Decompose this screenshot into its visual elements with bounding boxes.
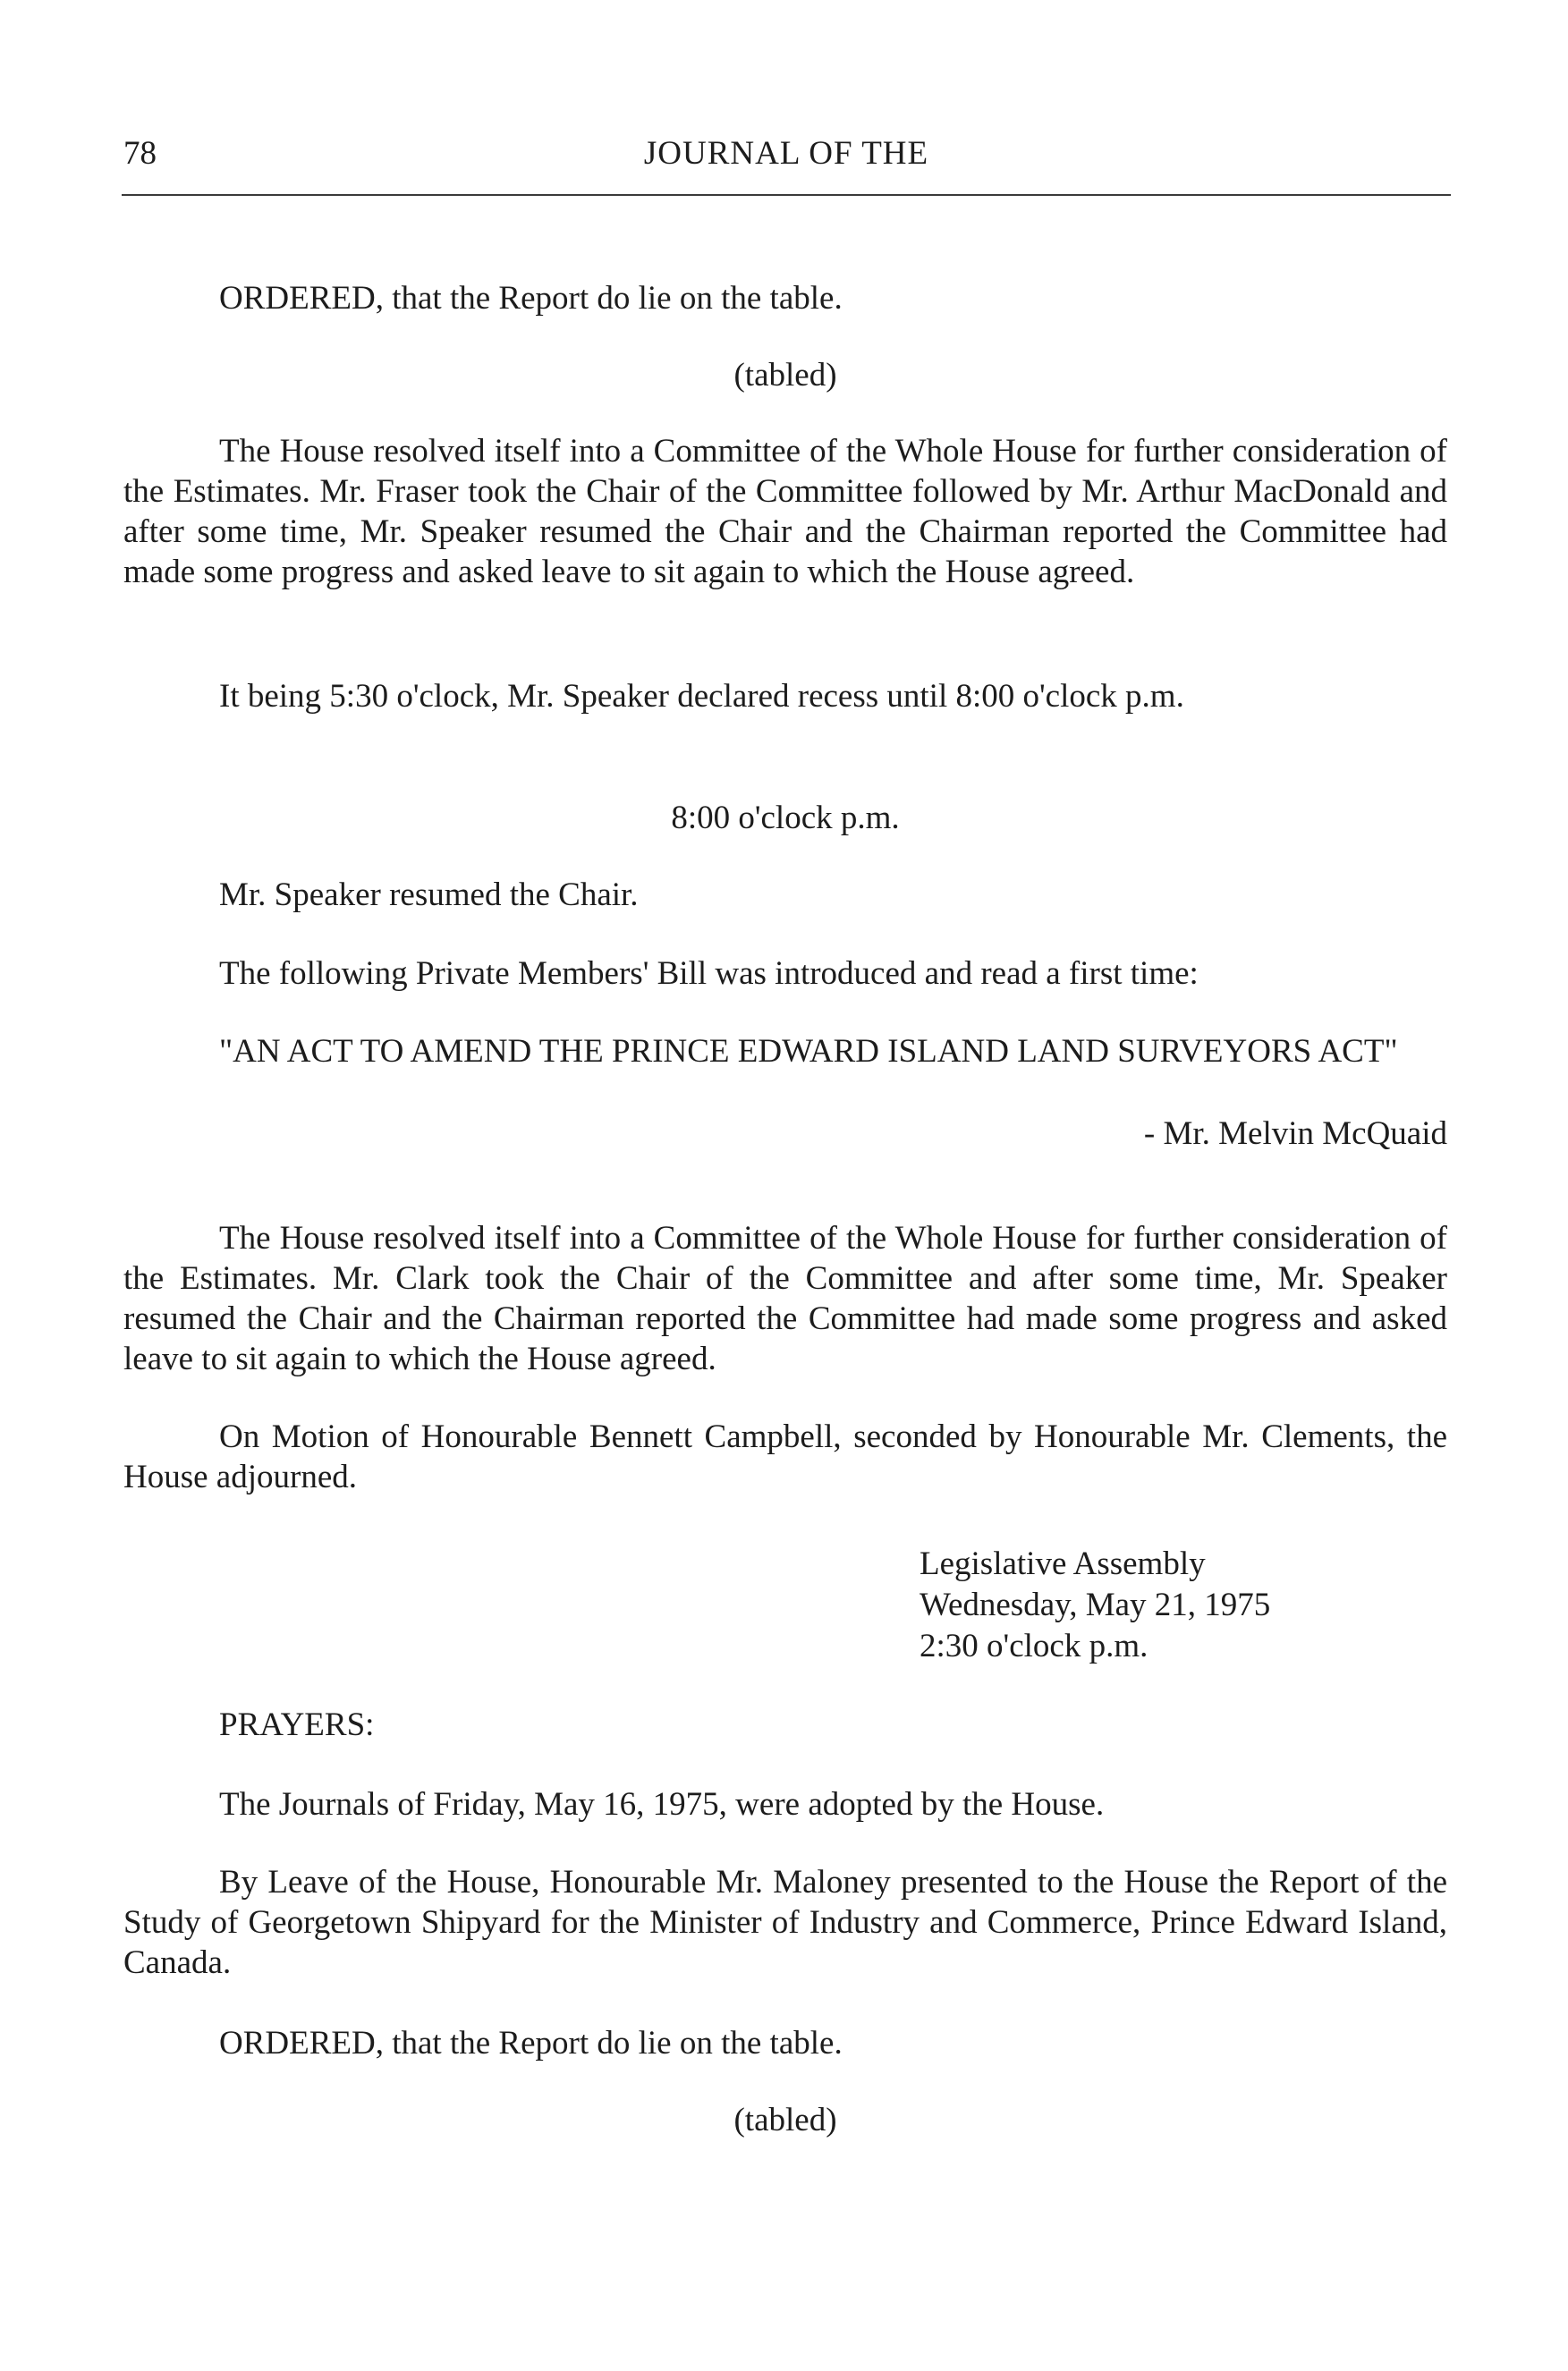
ordered-paragraph-2: ORDERED, that the Report do lie on the table. bbox=[219, 2025, 843, 2062]
header-rule bbox=[122, 194, 1451, 196]
committee-paragraph-2: The House resolved itself into a Committee of the Whole House for further consideration of the Estimates. Mr. Clark took the Chair of the Committee and after some time, Mr. Speaker resumed the Chair and the Chairman reported the Committee had made some progress and asked leave to sit again to which the House agreed. bbox=[123, 1220, 1447, 1377]
journals-adopted-paragraph: The Journals of Friday, May 16, 1975, were adopted by the House. bbox=[219, 1786, 1105, 1823]
prayers-heading: PRAYERS: bbox=[219, 1706, 375, 1743]
tabled-note-1: (tabled) bbox=[733, 357, 837, 394]
page-number: 78 bbox=[123, 135, 157, 172]
ordered-paragraph-1: ORDERED, that the Report do lie on the table. bbox=[219, 280, 843, 317]
evening-sitting-time: 8:00 o'clock p.m. bbox=[671, 800, 900, 836]
bill-sponsor: - Mr. Melvin McQuaid bbox=[1143, 1115, 1447, 1152]
page-header bbox=[123, 134, 1449, 188]
sitting-body: Legislative Assembly bbox=[920, 1545, 1206, 1582]
report-presented-paragraph: By Leave of the House, Honourable Mr. Maloney presented to the House the Report of the Study of Georgetown Shipyard for the Minister of Industry and Commerce, Prince Edward Island, Canada. bbox=[123, 1864, 1447, 1981]
bill-title: "AN ACT TO AMEND THE PRINCE EDWARD ISLAND LAND SURVEYORS ACT" bbox=[219, 1033, 1398, 1070]
sitting-heading bbox=[920, 1544, 1270, 1667]
sitting-time: 2:30 o'clock p.m. bbox=[920, 1628, 1148, 1664]
running-title: JOURNAL OF THE bbox=[643, 135, 929, 172]
sitting-date: Wednesday, May 21, 1975 bbox=[920, 1587, 1271, 1623]
committee-paragraph-1: The House resolved itself into a Committee of the Whole House for further consideration of the Estimates. Mr. Fraser took the Chair of the Committee followed by Mr. Arthur MacDonald and after some time, Mr. Speaker resumed the Chair and the Chairman reported the Committee had made some progress and asked leave to sit again to which the House agreed. bbox=[123, 433, 1447, 590]
recess-paragraph: It being 5:30 o'clock, Mr. Speaker declared recess until 8:00 o'clock p.m. bbox=[219, 678, 1184, 715]
adjournment-paragraph: On Motion of Honourable Bennett Campbell, seconded by Honourable Mr. Clements, the House adjourned. bbox=[123, 1418, 1447, 1495]
private-bill-intro: The following Private Members' Bill was introduced and read a first time: bbox=[219, 955, 1199, 992]
speaker-resumed-paragraph: Mr. Speaker resumed the Chair. bbox=[219, 876, 639, 913]
tabled-note-2: (tabled) bbox=[733, 2102, 837, 2138]
